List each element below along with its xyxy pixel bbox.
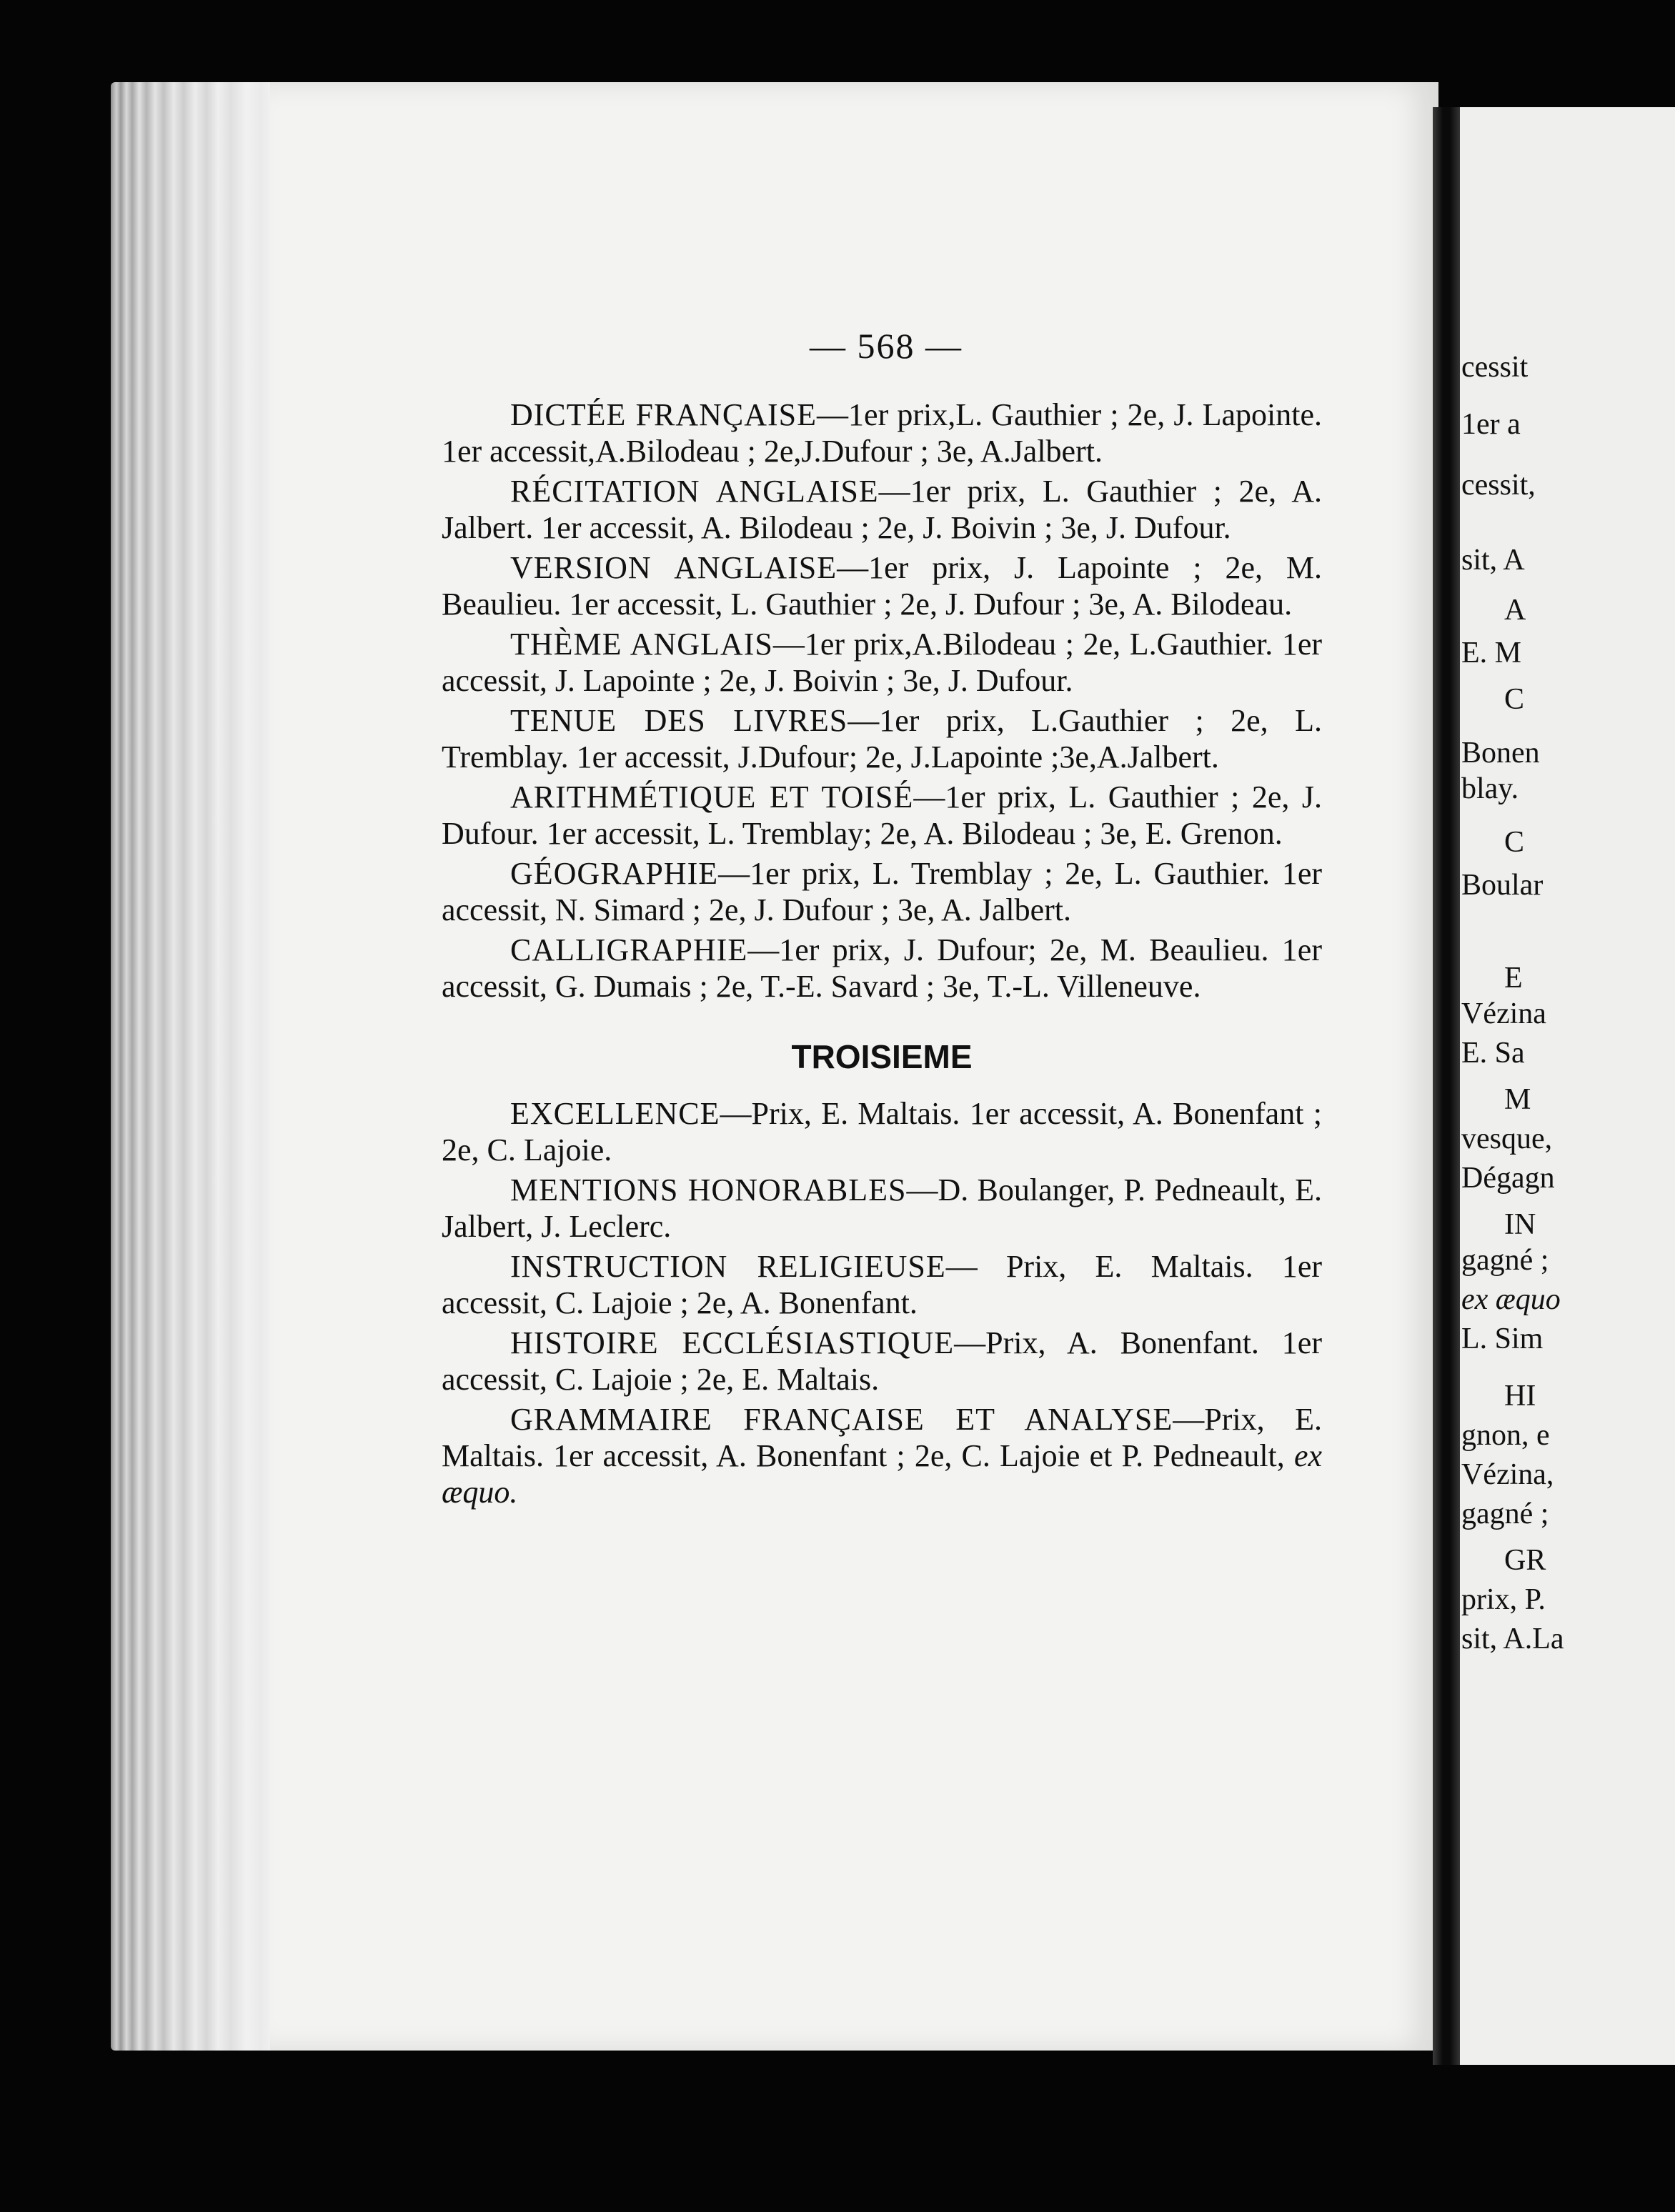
right-page-line: Bonen (1461, 737, 1540, 769)
entry-awards: —1er prix,A.Bilodeau ; 2e, L.Gauthier. 1er accessit, J. Lapointe ; 2e, J. Boivin ; 3e, J. Dufour. (442, 627, 1323, 698)
book-gutter (1433, 107, 1461, 2065)
prize-entry (442, 1248, 1322, 1321)
right-page-line: A (1504, 594, 1526, 627)
entry-awards: — Prix, E. Maltais. 1er accessit, C. Lajoie ; 2e, A. Bonenfant. (442, 1249, 1322, 1320)
right-page-line: gagné ; (1461, 1498, 1549, 1530)
section-entries-list (442, 1095, 1322, 1510)
right-page-line: prix, P. (1461, 1583, 1546, 1616)
right-page-line: gagné ; (1461, 1244, 1549, 1277)
right-page-line: cessit, (1461, 469, 1536, 502)
prize-entry (442, 626, 1322, 699)
right-page-line: M (1504, 1083, 1531, 1116)
right-page-text (1460, 107, 1675, 2065)
right-page-line: vesque, (1461, 1122, 1553, 1155)
prize-entry (442, 1095, 1322, 1168)
entry-awards: —Prix, E. Maltais. 1er accessit, A. Bonenfant ; 2e, C. Lajoie et P. Pedneault, (442, 1402, 1322, 1473)
entry-awards: —1er prix, J. Dufour; 2e, M. Beaulieu. 1er accessit, G. Dumais ; 2e, T.-E. Savard ; 3e, T.-L. Villeneuve. (442, 932, 1322, 1004)
entry-subject: HISTOIRE ECCLÉSIASTIQUE (510, 1325, 955, 1360)
entry-awards: —1er prix, L.Gauthier ; 2e, L. Tremblay. 1er accessit, J.Dufour; 2e, J.Lapointe ;3e,A.Jalbert. (442, 703, 1322, 774)
entry-awards: —D. Boulanger, P. Pedneault, E. Jalbert, J. Leclerc. (442, 1172, 1323, 1244)
entry-subject: MENTIONS HONORABLES (510, 1172, 907, 1207)
entry-awards: —Prix, A. Bonenfant. 1er accessit, C. Lajoie ; 2e, E. Maltais. (442, 1325, 1322, 1397)
right-page-line: Vézina, (1461, 1458, 1554, 1491)
entry-subject: THÈME ANGLAIS (510, 627, 773, 662)
prize-entry (442, 1325, 1322, 1398)
right-page-line: C (1504, 683, 1525, 716)
right-page-line: E. Sa (1461, 1037, 1525, 1070)
entry-awards: —1er prix, J. Lapointe ; 2e, M. Beaulieu. 1er accessit, L. Gauthier ; 2e, J. Dufour ; 3e, A. Bilodeau. (442, 550, 1322, 622)
right-page-line: cessit (1461, 351, 1529, 384)
right-page-line: sit, A (1461, 544, 1525, 577)
right-page-line: HI (1504, 1380, 1536, 1413)
right-page-line: ex æquo (1461, 1283, 1561, 1316)
right-page-line: Boular (1461, 869, 1544, 902)
entry-subject: RÉCITATION ANGLAISE (510, 474, 879, 509)
prize-entry (442, 1401, 1322, 1510)
prize-entry (442, 932, 1322, 1005)
prize-entry (442, 855, 1322, 928)
right-page-line: E (1504, 962, 1523, 995)
entry-awards: —1er prix, L. Gauthier ; 2e, A. Jalbert. 1er accessit, A. Bilodeau ; 2e, J. Boivin ; 3e, J. Dufour. (442, 474, 1322, 545)
prize-entry (442, 397, 1322, 469)
entry-subject: EXCELLENCE (510, 1096, 720, 1131)
right-page-line: sit, A.La (1461, 1623, 1564, 1655)
right-page-line: L. Sim (1461, 1322, 1544, 1355)
entry-subject: CALLIGRAPHIE (510, 932, 748, 967)
entry-awards: —1er prix, L. Gauthier ; 2e, J. Dufour. 1er accessit, L. Tremblay; 2e, A. Bilodeau ; 3e, E. Grenon. (442, 779, 1323, 851)
entry-subject: VERSION ANGLAISE (510, 550, 837, 585)
entry-awards: —1er prix, L. Tremblay ; 2e, L. Gauthier. 1er accessit, N. Simard ; 2e, J. Dufour ; 3e, A. Jalbert. (442, 856, 1322, 927)
entry-subject: TENUE DES LIVRES (510, 703, 848, 738)
prize-entry (442, 549, 1322, 622)
entry-awards: —Prix, E. Maltais. 1er accessit, A. Bonenfant ; 2e, C. Lajoie. (442, 1096, 1322, 1167)
right-page (1460, 107, 1675, 2065)
entries-list (442, 397, 1322, 1005)
entry-awards: —1er prix,L. Gauthier ; 2e, J. Lapointe. 1er accessit,A.Bilodeau ; 2e,J.Dufour ; 3e, A.Jalbert. (442, 397, 1322, 469)
section-heading: TROISIEME (791, 1038, 973, 1075)
right-page-line: C (1504, 826, 1525, 859)
prize-entry (442, 779, 1322, 852)
book-page-edges (111, 82, 275, 2051)
right-page-line: blay. (1461, 772, 1519, 805)
entry-subject: GRAMMAIRE FRANÇAISE ET ANALYSE (510, 1402, 1173, 1437)
right-page-line: gnon, e (1461, 1419, 1550, 1452)
left-page-text (442, 397, 1322, 1514)
page-number: — 568 — (810, 326, 963, 366)
entry-subject: GÉOGRAPHIE (510, 856, 719, 891)
right-page-line: Vézina (1461, 997, 1546, 1030)
prize-entry (442, 1172, 1322, 1245)
entry-subject: ARITHMÉTIQUE ET TOISÉ (510, 779, 914, 814)
right-page-line: IN (1504, 1208, 1536, 1241)
entry-italic-note: ex æquo. (442, 1438, 1322, 1510)
right-page-line: E. M (1461, 637, 1521, 669)
prize-entry (442, 702, 1322, 775)
right-page-line: GR (1504, 1544, 1546, 1577)
prize-entry (442, 473, 1322, 546)
right-page-line: 1er a (1461, 408, 1521, 441)
entry-subject: INSTRUCTION RELIGIEUSE (510, 1249, 946, 1284)
right-page-line: Dégagn (1461, 1162, 1555, 1195)
entry-subject: DICTÉE FRANÇAISE (510, 397, 817, 432)
